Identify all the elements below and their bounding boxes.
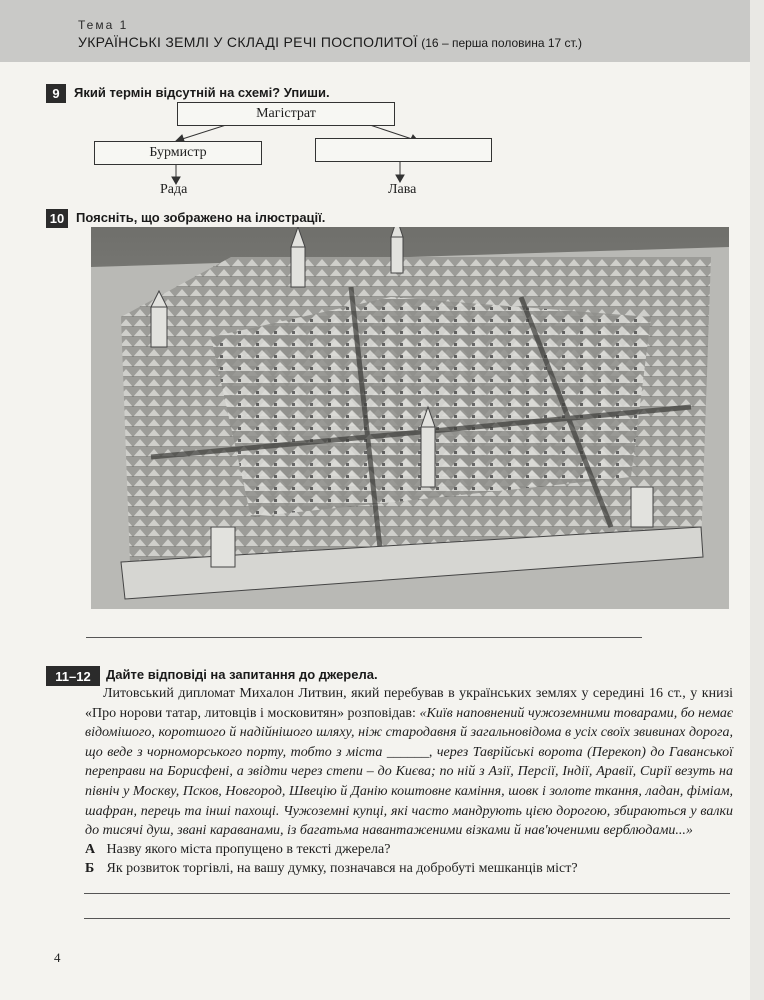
source-text xyxy=(85,684,733,841)
scheme-box-magistrat: Магістрат xyxy=(177,102,395,126)
scheme-box-missing-answer[interactable] xyxy=(315,138,492,162)
source-intro: Литовський дипломат Михалон Литвин, який перебував в українських землях у середині 16 ст., у книзі «Про норови татар, литовців і московитян» розповідав: xyxy=(85,686,733,721)
task-11-12-question: Дайте відповіді на запитання до джерела. xyxy=(106,667,378,682)
source-quote: «Київ наповнений чужоземними товарами, бо немає відомішого, коротшого й надійнішого шляху, ніж стародавня й загальновідома в усіх своїх звивинах дорога, що веде з чорноморського порту, тобто з міста ______, через Таврійські ворота (Перекоп) до Гаванської переправи на Борисфені, а звідти через степи – до Києва; по ній з Азії, Персії, Індії, Аравії, Сирії везуть на північ у Москву, Псков, Новгород, Швецію й Данію коштовне каміння, шовк і золоте ткання, ладан, фіміам, шафран, перець та інші пахощі. Чужоземні купці, які часто мандрують цією дорогою, збираються у валки до тисячі душ, звані караванами, із багатьма навантаженими візками й нав'юченими верблюдами...» xyxy=(85,705,733,839)
chapter-title-main: УКРАЇНСЬКІ ЗЕМЛІ У СКЛАДІ РЕЧІ ПОСПОЛИТОЇ xyxy=(78,34,418,50)
scheme-label-lava: Лава xyxy=(388,182,417,197)
task-9-question: Який термін відсутній на схемі? Упиши. xyxy=(74,85,330,100)
scheme-arrowhead-right-down xyxy=(396,175,404,182)
question-a-label: А xyxy=(85,842,96,857)
theme-label: Тема 1 xyxy=(78,18,129,32)
task-9-number: 9 xyxy=(46,84,66,103)
question-b-label: Б xyxy=(85,861,95,876)
question-b xyxy=(85,861,578,877)
scheme-label-rada: Рада xyxy=(160,182,188,197)
answer-line-task-10[interactable] xyxy=(86,637,642,638)
answer-line-2[interactable] xyxy=(84,918,730,919)
task-10-question: Поясніть, що зображено на ілюстрації. xyxy=(76,210,326,225)
task-10-number: 10 xyxy=(46,209,68,228)
chapter-title-period: (16 – перша половина 17 ст.) xyxy=(421,36,583,50)
question-a xyxy=(85,842,390,858)
city-model-photo xyxy=(91,227,729,609)
page-number: 4 xyxy=(54,950,61,965)
question-b-text: Як розвиток торгівлі, на вашу думку, позначався на добробуті мешканців міст? xyxy=(106,861,578,876)
city-model-drawing xyxy=(91,227,729,609)
task-11-12-number: 11–12 xyxy=(46,666,100,686)
scheme-box-burmistr: Бурмистр xyxy=(94,141,262,165)
answer-line-1[interactable] xyxy=(84,893,730,894)
question-a-text: Назву якого міста пропущено в тексті джерела? xyxy=(106,842,391,857)
